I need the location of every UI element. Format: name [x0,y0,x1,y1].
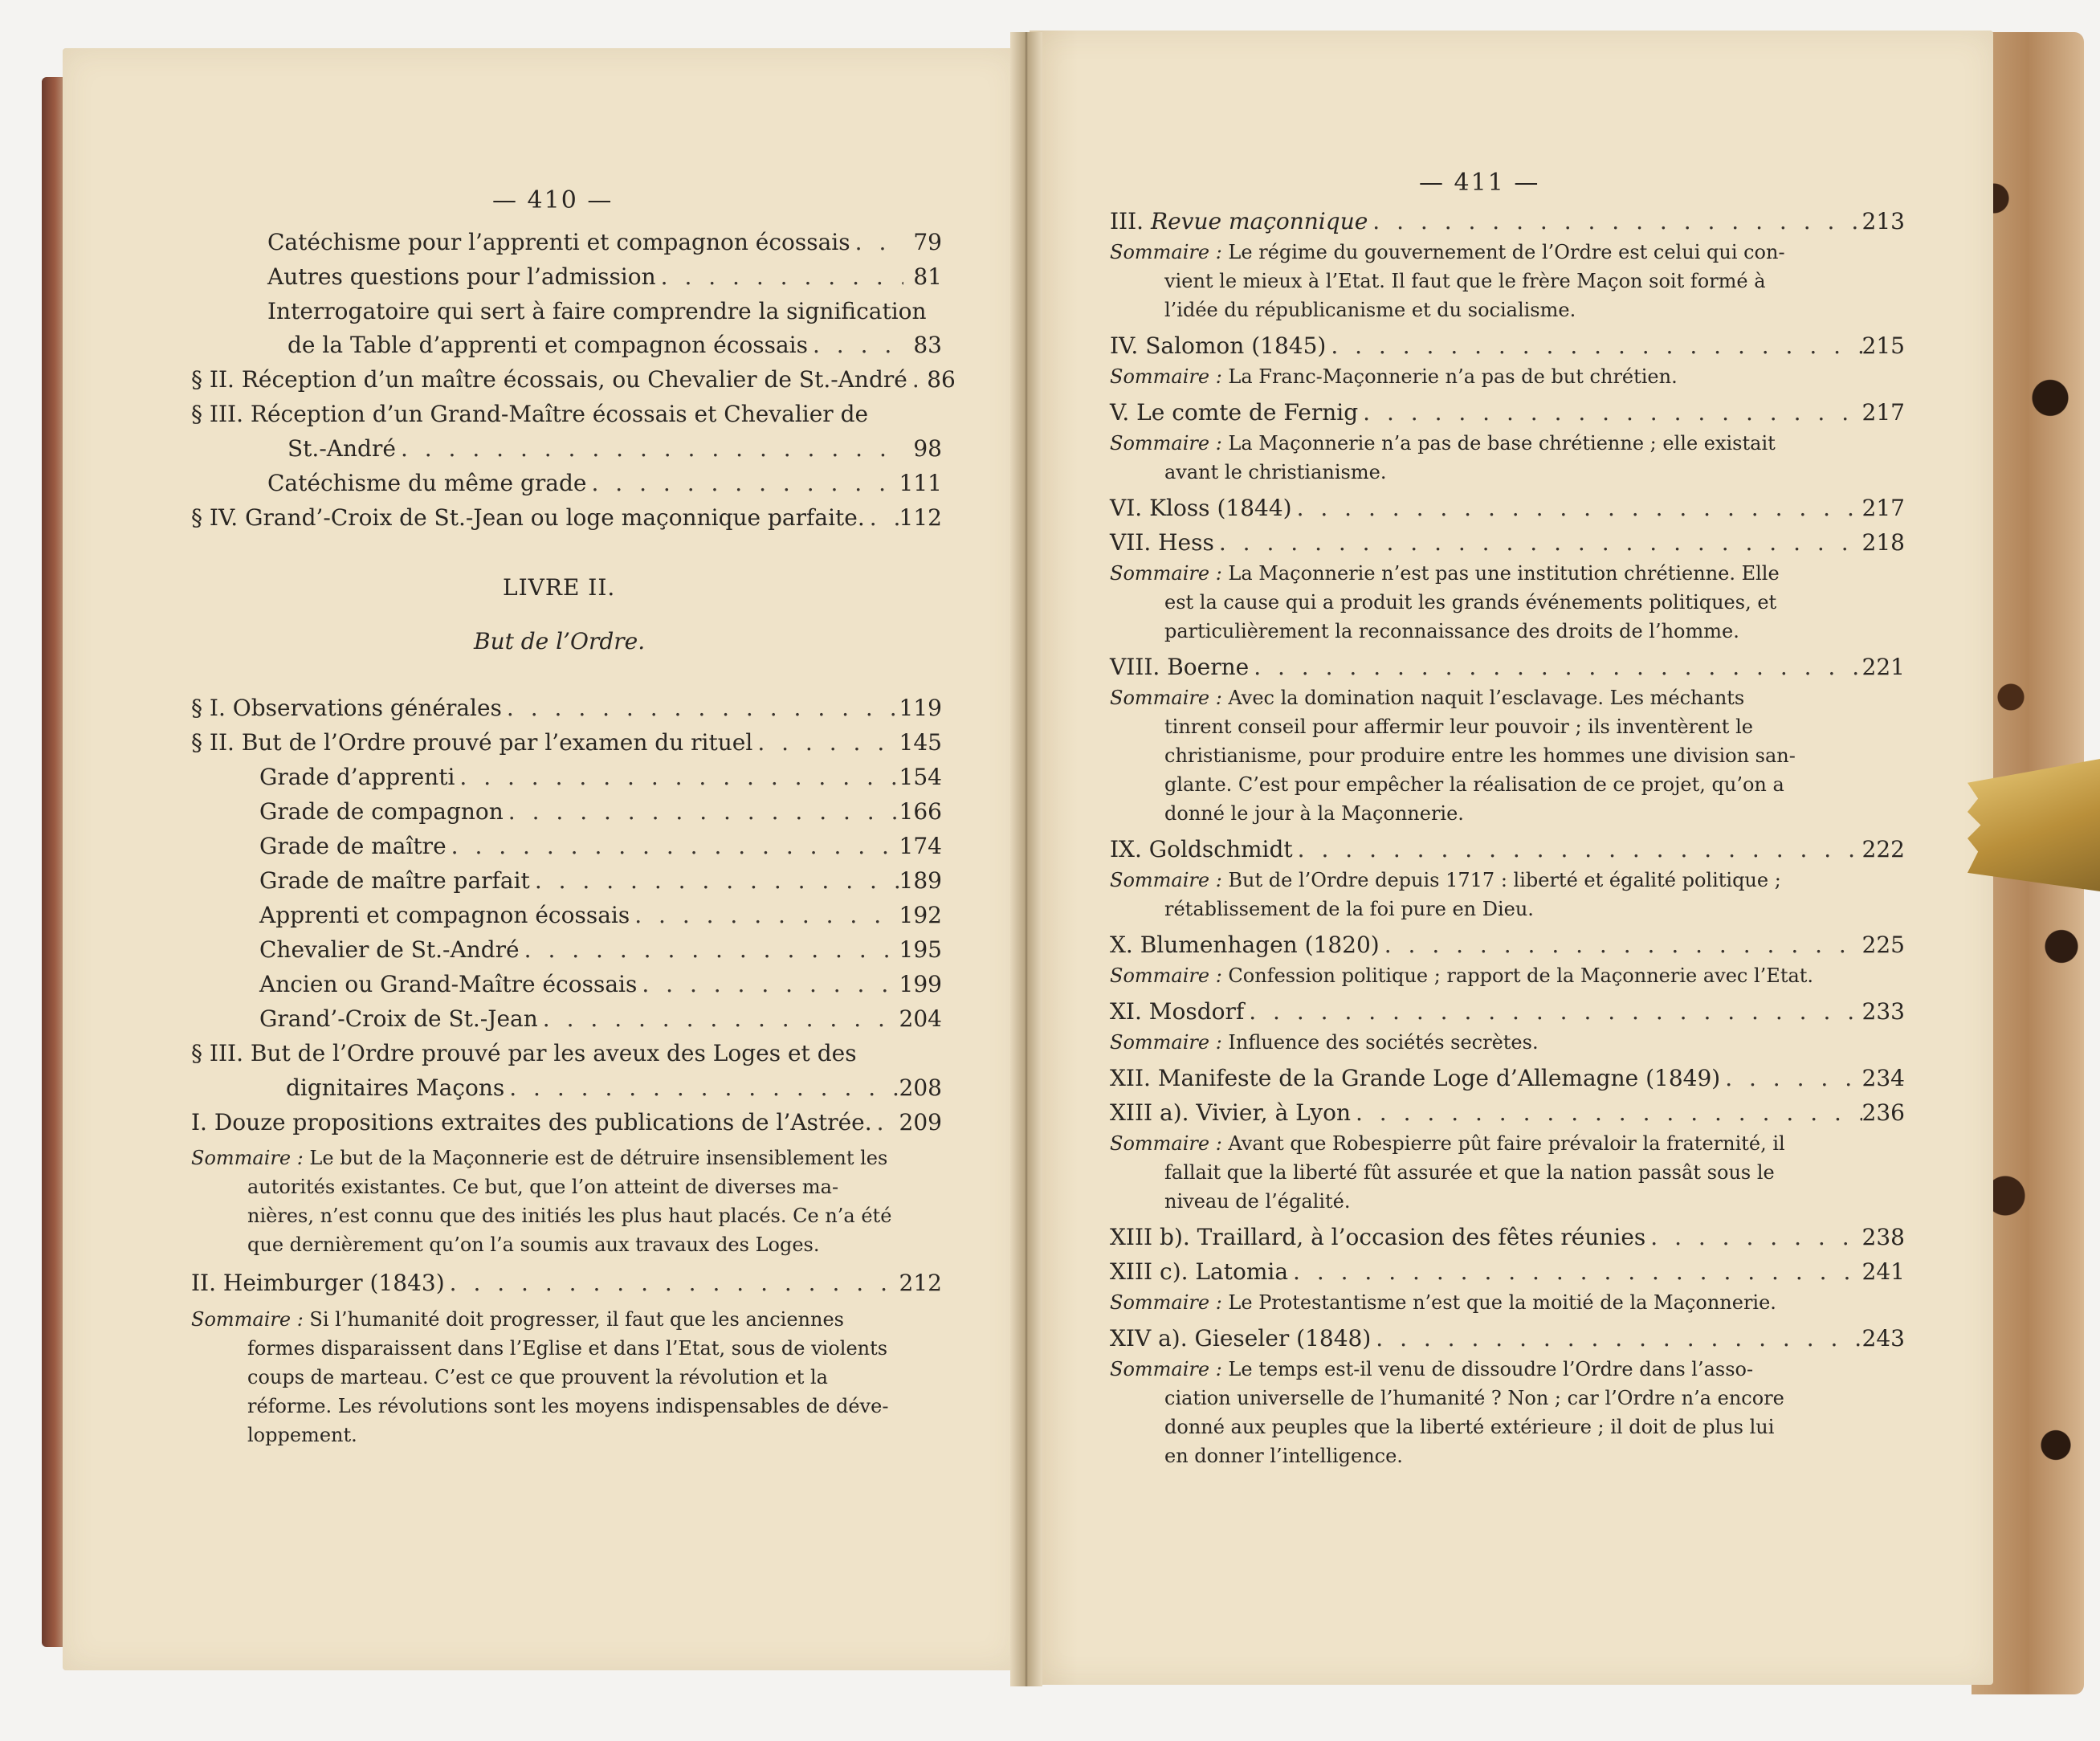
toc-page-number: 81 [913,263,942,290]
toc-entry [191,1038,914,1070]
toc-page-number: 221 [1861,654,1905,680]
toc-label: IX. Goldschmidt [1110,836,1293,862]
toc-page-number: 217 [1861,495,1905,521]
summary-text: La Maçonnerie n’a pas de base chrétienne ; elle existait [1228,432,1776,455]
toc-entry [1110,834,1905,866]
dot-leader [637,968,899,1001]
toc-label: § III. But de l’Ordre prouvé par les aveux des Loges et des [191,1040,857,1066]
dot-leader [455,761,899,793]
summary-line: vient le mieux à l’Etat. Il faut que le frère Maçon soit formé à [1164,270,1766,292]
summary-line: est la cause qui a produit les grands événements politiques, et [1164,591,1777,614]
summary-text: Avant que Robespierre pût faire prévaloir la fraternité, il [1228,1132,1785,1155]
toc-entry [1110,651,1905,683]
toc-label: Grand’-Croix de St.-Jean [259,1005,538,1032]
summary-prefix: Sommaire : [1110,562,1229,585]
toc-label: Autres questions pour l’admission [267,263,656,290]
summary-line: donné le jour à la Maçonnerie. [1164,802,1464,825]
dot-leader [447,830,899,862]
toc-label: Apprenti et compagnon écossais [259,902,630,928]
toc-label: § IV. Grand’-Croix de St.-Jean ou loge maçonnique parfaite. [191,504,865,531]
summary-line [1110,866,1781,895]
livre-subheading: But de l’Ordre. [474,628,646,654]
toc-entry [1110,1097,1905,1129]
toc-page-number: 217 [1861,399,1905,426]
dot-leader [1368,206,1861,238]
summary-line: que dernièrement qu’on l’a soumis aux travaux des Loges. [247,1233,820,1256]
summary-line: avant le christianisme. [1164,461,1387,483]
toc-label: Interrogatoire qui sert à faire comprendre la signification [267,298,927,324]
summary-prefix: Sommaire : [1110,964,1229,987]
toc-entry [191,398,922,430]
dot-leader [1293,834,1862,866]
summary-line: niveau de l’égalité. [1164,1190,1351,1213]
toc-page-number: 243 [1861,1325,1905,1352]
toc-entry [1110,1221,1905,1254]
toc-label: Catéchisme du même grade [267,470,587,496]
toc-entry [1110,1062,1905,1095]
toc-page-number: 79 [913,229,942,255]
toc-page-number: 218 [1861,529,1905,556]
summary-text: Si l’humanité doit progresser, il faut que les anciennes [309,1308,844,1331]
toc-label: XIII c). Latomia [1110,1258,1289,1285]
book-gutter [1010,32,1042,1686]
toc-entry [259,934,942,966]
summary-line [1110,560,1780,588]
toc-page-number: 199 [899,971,942,997]
toc-label: VIII. Boerne [1110,654,1250,680]
toc-page-number: 236 [1861,1099,1905,1126]
toc-label: Catéchisme pour l’apprenti et compagnon écossais [267,229,850,255]
left-page-number: — 410 — [492,186,614,214]
toc-entry [1110,397,1905,429]
dot-leader [502,692,899,724]
summary-line [1110,239,1785,267]
toc-entry [191,1267,942,1299]
summary-line: glante. C’est pour empêcher la réalisation de ce projet, qu’on a [1164,773,1784,796]
dot-leader [1214,527,1862,559]
toc-entry [267,467,942,499]
toc-label: XI. Mosdorf [1110,998,1245,1025]
summary-text: Confession politique ; rapport de la Maçonnerie avec l’Etat. [1228,964,1814,987]
summary-line: en donner l’intelligence. [1164,1445,1403,1467]
toc-label: I. Douze propositions extraites des publications de l’Astrée. [191,1109,872,1136]
toc-page-number: 192 [899,902,942,928]
toc-entry [259,830,942,862]
summary-line: formes disparaissent dans l’Eglise et dans l’Etat, sous de violents [247,1337,888,1360]
summary-line: loppement. [247,1424,357,1446]
summary-line: autorités existantes. Ce but, que l’on atteint de diverses ma- [247,1176,839,1198]
toc-entry [267,261,942,293]
dot-leader [1288,1256,1862,1288]
left-page [63,48,1018,1670]
dot-leader [1249,651,1861,683]
dot-leader [1720,1062,1861,1095]
toc-label: XII. Manifeste de la Grande Loge d’Allemagne (1849) [1110,1065,1721,1091]
summary-line [1110,1356,1753,1384]
summary-prefix: Sommaire : [1110,1291,1229,1314]
dot-leader [520,934,899,966]
toc-entry [1110,996,1905,1028]
summary-text: Avec la domination naquit l’esclavage. Les méchants [1228,687,1745,709]
toc-label: II. Heimburger (1843) [191,1270,445,1296]
summary-line: coups de marteau. C’est ce que prouvent la révolution et la [247,1366,828,1388]
summary-prefix: Sommaire : [1110,1031,1229,1054]
dot-leader [445,1267,899,1299]
summary-line: rétablissement de la foi pure en Dieu. [1164,898,1534,920]
dot-leader [1380,929,1862,961]
dot-leader [1292,492,1862,524]
toc-entry [191,364,956,396]
toc-page-number: 204 [899,1005,942,1032]
toc-page-number: 234 [1861,1065,1905,1091]
toc-page-number: 209 [899,1109,942,1136]
summary-prefix: Sommaire : [1110,1132,1229,1155]
dot-leader [630,899,899,932]
summary-line [191,1144,887,1172]
dot-leader [1326,330,1861,362]
summary-prefix: Sommaire : [1110,432,1229,455]
summary-prefix: Sommaire : [1110,241,1229,263]
toc-page-number: 195 [899,936,942,963]
toc-page-number: 213 [1861,208,1905,234]
dot-leader [504,796,899,828]
toc-page-number: 238 [1861,1224,1905,1250]
toc-page-number: 189 [899,867,942,894]
summary-line [1110,1029,1539,1057]
toc-entry [259,1003,942,1035]
toc-page-number: 166 [899,798,942,825]
summary-line [1110,1289,1776,1317]
toc-entry [259,796,942,828]
toc-label: XIII b). Traillard, à l’occasion des fêtes réunies [1110,1224,1646,1250]
toc-label: Chevalier de St.-André [259,936,520,963]
summary-text: Influence des sociétés secrètes. [1228,1031,1539,1054]
dot-leader [1358,397,1861,429]
summary-text: Le régime du gouvernement de l’Ordre est celui qui con- [1228,241,1785,263]
toc-page-number: 208 [899,1074,942,1101]
dot-leader [656,261,903,293]
toc-page-number: 145 [899,729,942,756]
toc-entry [191,502,942,534]
toc-label: § II. Réception d’un maître écossais, ou Chevalier de St.-André [191,366,907,393]
toc-entry [1110,492,1905,524]
toc-page-number: 225 [1861,932,1905,958]
toc-page-number: 241 [1861,1258,1905,1285]
dot-leader [530,865,899,897]
toc-page-number: 174 [899,833,942,859]
toc-label: XIV a). Gieseler (1848) [1110,1325,1372,1352]
summary-line: réforme. Les révolutions sont les moyens indispensables de déve- [247,1395,889,1417]
toc-label: de la Table d’apprenti et compagnon écossais [287,332,808,358]
summary-line [1110,363,1678,391]
toc-entry [1110,1323,1905,1355]
dot-leader [907,364,917,396]
toc-label: XIII a). Vivier, à Lyon [1110,1099,1351,1126]
dot-leader [1371,1323,1861,1355]
toc-entry [191,727,942,759]
toc-entry [1110,527,1905,559]
summary-prefix: Sommaire : [1110,1358,1229,1380]
toc-label: Ancien ou Grand-Maître écossais [259,971,638,997]
toc-entry [286,1072,942,1104]
summary-text: La Franc-Maçonnerie n’a pas de but chrétien. [1228,365,1678,388]
summary-line: l’idée du républicanisme et du socialisme. [1164,299,1576,321]
dot-leader [850,226,903,259]
toc-page-number: 222 [1861,836,1905,862]
toc-entry [267,226,942,259]
toc-label-italic: Revue maçonnique [1150,208,1368,234]
toc-entry [1110,330,1905,362]
dot-leader [808,329,903,361]
toc-label: Grade de compagnon [259,798,504,825]
summary-text: Le temps est-il venu de dissoudre l’Ordre dans l’asso- [1228,1358,1754,1380]
summary-prefix: Sommaire : [191,1308,310,1331]
summary-text: Le Protestantisme n’est que la moitié de la Maçonnerie. [1228,1291,1776,1314]
toc-entry [259,968,942,1001]
toc-entry [287,433,942,465]
right-page [1030,31,1993,1685]
dot-leader [752,727,899,759]
summary-text: Le but de la Maçonnerie est de détruire insensiblement les [309,1147,888,1169]
summary-line: ciation universelle de l’humanité ? Non ; car l’Ordre n’a encore [1164,1387,1784,1409]
toc-label: § I. Observations générales [191,695,502,721]
toc-page-number: 212 [899,1270,942,1296]
toc-entry [1110,929,1905,961]
toc-label: VII. Hess [1110,529,1214,556]
toc-label: dignitaires Maçons [286,1074,505,1101]
dot-leader [1244,996,1861,1028]
dot-leader [396,433,903,465]
summary-prefix: Sommaire : [1110,365,1229,388]
toc-entry [191,692,942,724]
toc-entry [259,761,942,793]
summary-line: particulièrement la reconnaissance des droits de l’homme. [1164,620,1739,642]
toc-page-number: 215 [1861,332,1905,359]
summary-line [1110,684,1744,712]
summary-prefix: Sommaire : [1110,687,1229,709]
toc-page-number: 112 [899,504,942,531]
toc-page-number: 233 [1861,998,1905,1025]
summary-line [1110,430,1776,458]
summary-line [191,1306,844,1334]
toc-page-number: 98 [913,435,942,462]
dot-leader [872,1107,899,1139]
dot-leader [538,1003,899,1035]
dot-leader [587,467,899,499]
toc-label: V. Le comte de Fernig [1110,399,1359,426]
toc-entry [287,329,942,361]
livre-heading: LIVRE II. [503,574,616,601]
toc-label: VI. Kloss (1844) [1110,495,1292,521]
toc-page-number: 119 [899,695,942,721]
dot-leader [504,1072,899,1104]
summary-line [1110,962,1813,990]
toc-entry [191,1107,942,1139]
summary-line: tinrent conseil pour affermir leur pouvoir ; ils inventèrent le [1164,716,1753,738]
toc-page-number: 83 [913,332,942,358]
summary-line: christianisme, pour produire entre les hommes une division san- [1164,744,1796,767]
toc-label: Grade de maître parfait [259,867,530,894]
toc-page-number: 154 [899,764,942,790]
right-page-number: — 411 — [1419,169,1540,197]
toc-label: § II. But de l’Ordre prouvé par l’examen du rituel [191,729,753,756]
toc-page-number: 86 [927,366,956,393]
toc-label: St.-André [287,435,396,462]
toc-entry [1110,1256,1905,1288]
summary-line: fallait que la liberté fût assurée et que la nation passât sous le [1164,1161,1775,1184]
dot-leader [1351,1097,1862,1129]
summary-line: donné aux peuples que la liberté extérieure ; il doit de plus lui [1164,1416,1775,1438]
summary-line [1110,1130,1785,1158]
summary-prefix: Sommaire : [191,1147,310,1169]
toc-label: § III. Réception d’un Grand-Maître écossais et Chevalier de [191,401,869,427]
toc-entry [259,899,942,932]
summary-prefix: Sommaire : [1110,869,1229,891]
toc-label: Grade d’apprenti [259,764,455,790]
summary-line: nières, n’est connu que des initiés les plus haut placés. Ce n’a été [247,1205,892,1227]
toc-entry [1110,206,1905,238]
toc-label: III. Revue maçonnique [1110,208,1368,234]
summary-text: La Maçonnerie n’est pas une institution chrétienne. Elle [1228,562,1780,585]
toc-label: X. Blumenhagen (1820) [1110,932,1380,958]
toc-page-number: 111 [899,470,942,496]
summary-text: But de l’Ordre depuis 1717 : liberté et égalité politique ; [1228,869,1781,891]
toc-entry [259,865,942,897]
toc-label: Grade de maître [259,833,447,859]
dot-leader [1645,1221,1861,1254]
toc-label: IV. Salomon (1845) [1110,332,1327,359]
toc-entry [267,296,926,328]
dot-leader [865,502,899,534]
